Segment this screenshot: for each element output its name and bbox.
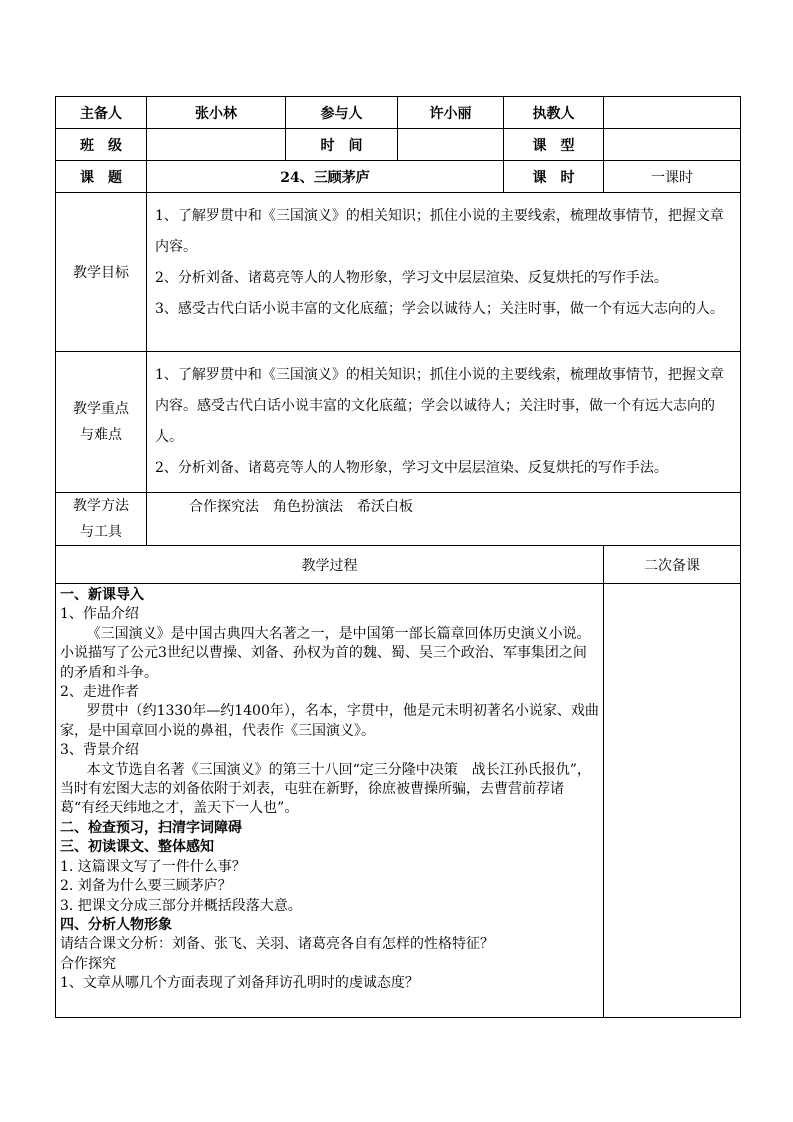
objective-item: 1、了解罗贯中和《三国演义》的相关知识；抓住小说的主要线索，梳理故事情节，把握文章内容。	[155, 208, 724, 255]
methods-label	[56, 493, 147, 546]
type-value	[604, 129, 741, 161]
row-class-time	[56, 129, 741, 161]
objectives-label: 教学目标	[56, 193, 147, 352]
process-line: 1、作品介绍	[60, 606, 139, 623]
time-label: 时 间	[286, 129, 398, 161]
process-lines	[60, 586, 599, 994]
hours-value: 一课时	[604, 161, 741, 193]
process-line: 《三国演义》是中国古典四大名著之一，是中国第一部长篇章回体历史演义小说。小说描写了公元3世纪以曹操、刘备、孙权为首的魏、蜀、吴三个政治、军事集团之间的矛盾和斗争。	[60, 625, 591, 681]
time-value	[398, 129, 504, 161]
row-objectives	[56, 193, 741, 352]
lesson-plan-table	[55, 96, 741, 1018]
focus-label-line2: 与难点	[80, 427, 122, 443]
lesson-plan-sheet	[55, 96, 740, 1018]
row-methods	[56, 493, 741, 546]
second-prep-content	[604, 584, 741, 1018]
participant-label: 参与人	[286, 97, 398, 129]
hours-label: 课 时	[504, 161, 604, 193]
focus-item: 1、了解罗贯中和《三国演义》的相关知识；抓住小说的主要线索，梳理故事情节，把握文章内容。感受古代白话小说丰富的文化底蕴；学会以诚待人；关注时事，做一个有远大志向的人。	[155, 367, 724, 445]
class-value	[147, 129, 286, 161]
process-line: 请结合课文分析：刘备、张飞、关羽、诸葛亮各自有怎样的性格特征？	[60, 936, 494, 953]
focus-item: 2、分析刘备、诸葛亮等人的人物形象，学习文中层层渲染、反复烘托的写作手法。	[155, 460, 668, 476]
second-prep-header: 二次备课	[604, 546, 741, 584]
teacher-label: 执教人	[504, 97, 604, 129]
process-header: 教学过程	[56, 546, 604, 584]
methods-label-line2: 与工具	[80, 524, 122, 540]
row-staff	[56, 97, 741, 129]
process-line: 合作探究	[60, 955, 116, 972]
topic-label: 课 题	[56, 161, 147, 193]
process-line: 3、背景介绍	[60, 742, 139, 759]
participant-value: 许小丽	[398, 97, 504, 129]
process-content	[56, 584, 604, 1018]
section-heading: 三、初读课文、整体感知	[60, 839, 214, 856]
type-label: 课 型	[504, 129, 604, 161]
methods-value: 合作探究法 角色扮演法 希沃白板	[147, 493, 741, 546]
process-line: 2、走进作者	[60, 684, 139, 701]
row-focus	[56, 352, 741, 493]
process-line: 本文节选自名著《三国演义》的第三十八回“定三分隆中决策 战长江孙氏报仇”，当时有宏图大志的刘备依附于刘表，屯驻在新野，徐庶被曹操所骗，去曹营前荐诸葛“有经天纬地之才，盖天下一人也”。	[60, 761, 591, 817]
row-topic	[56, 161, 741, 193]
topic-value: 24、三顾茅庐	[147, 161, 504, 193]
lead-label: 主备人	[56, 97, 147, 129]
teacher-value	[604, 97, 741, 129]
focus-content	[147, 352, 741, 493]
objective-item: 3、感受古代白话小说丰富的文化底蕴；学会以诚待人；关注时事，做一个有远大志向的人。	[155, 301, 724, 317]
section-heading: 四、分析人物形象	[60, 916, 172, 933]
row-process-body	[56, 584, 741, 1018]
class-label: 班 级	[56, 129, 147, 161]
process-line: 2. 刘备为什么要三顾茅庐？	[60, 878, 232, 895]
section-heading: 一、新课导入	[60, 587, 144, 603]
row-process-header	[56, 546, 741, 584]
process-line: 罗贯中（约1330年—约1400年），名本，字贯中，他是元末明初著名小说家、戏曲家，是中国章回小说的鼻祖，代表作《三国演义》。	[60, 703, 599, 739]
methods-label-line1: 教学方法	[73, 498, 129, 514]
section-heading: 二、检查预习，扫清字词障碍	[60, 819, 242, 836]
objective-item: 2、分析刘备、诸葛亮等人的人物形象，学习文中层层渲染、反复烘托的写作手法。	[155, 270, 668, 286]
focus-label-line1: 教学重点	[73, 401, 129, 417]
process-line: 3. 把课文分成三部分并概括段落大意。	[60, 897, 302, 914]
process-line: 1. 这篇课文写了一件什么事？	[60, 858, 246, 875]
focus-label	[56, 352, 147, 493]
process-line: 1、文章从哪几个方面表现了刘备拜访孔明时的虔诚态度？	[60, 975, 419, 992]
lead-value: 张小林	[147, 97, 286, 129]
objectives-content	[147, 193, 741, 352]
